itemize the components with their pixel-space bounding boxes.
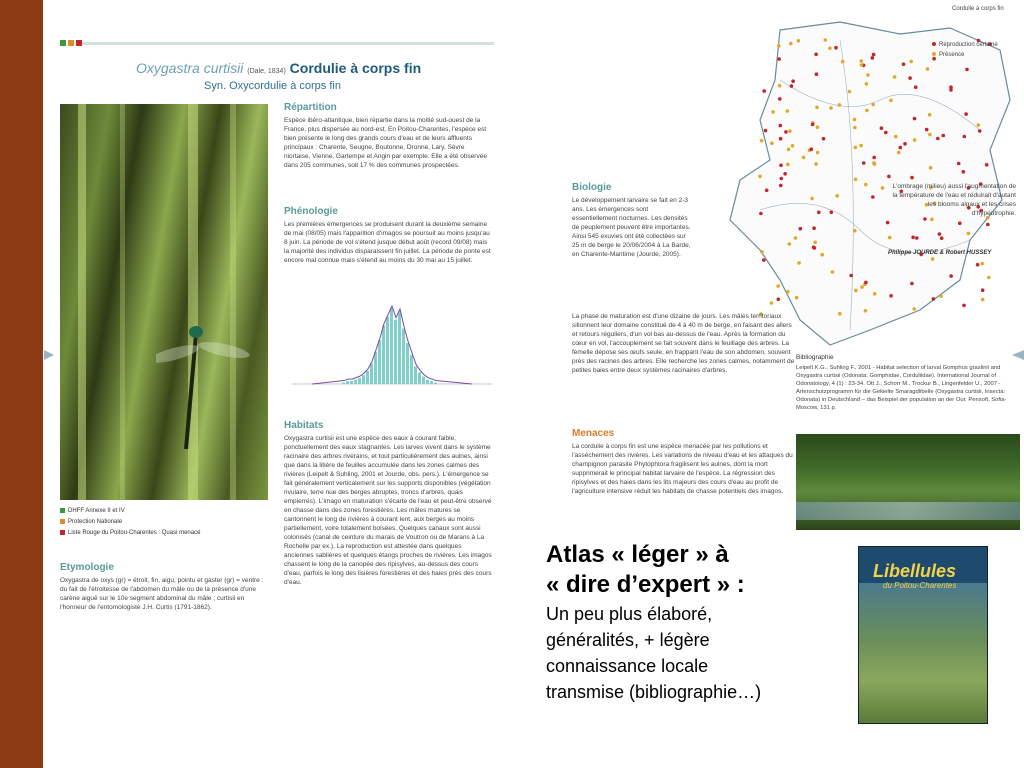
map-record-dot	[759, 212, 763, 216]
map-record-dot	[815, 106, 819, 110]
map-record-dot	[834, 46, 838, 50]
phenologie-text: Les premières émergences se produisent durant la deuxième semaine de mai (08/05) mais l'apparition d'imagos se poursuit au moins jusqu'au 8 juin. La période de vol s'étend jusque début août (record 09/08) mais la majorité des individus disparaissent fin juillet. La période de ponte est encore mal connue mais s'étend au moins du 30 mai au 15 juillet.	[284, 221, 491, 264]
histogram-bar	[354, 380, 357, 384]
map-record-dot	[838, 312, 842, 316]
map-record-dot	[963, 135, 967, 139]
map-record-dot	[864, 309, 868, 313]
book-subtitle: du Poitou-Charentes	[883, 581, 957, 590]
map-record-dot	[964, 112, 968, 116]
etymologie-text: Oxygastra de oxys (gr) = étroit, fin, aigu, pointu et gaster (gr) = ventre : du fait de l'étroitesse de l'abdomen du mâle ou de la présence d'une carène aiguë sur le 10e segment abdominal du mâle ; curtisii en l'honneur de l'entomologiste J.H. Curtis (1791-1862).	[60, 577, 264, 611]
slide-clip-icon	[44, 348, 56, 362]
histogram-bar	[422, 377, 425, 384]
slide-body-line-4: transmise (bibliographie…)	[546, 682, 762, 702]
map-record-dot	[980, 262, 984, 266]
map-record-dot	[790, 84, 794, 88]
map-record-dot	[986, 223, 990, 227]
map-record-dot	[779, 184, 783, 188]
species-common-name: Cordulie à corps fin	[289, 60, 422, 76]
section-color-markers	[60, 40, 82, 46]
map-record-dot	[794, 236, 798, 240]
map-record-dot	[778, 84, 782, 88]
histogram-bar	[346, 381, 349, 384]
map-record-dot	[762, 89, 766, 93]
map-record-dot	[760, 139, 764, 143]
map-record-dot	[962, 170, 966, 174]
map-record-dot	[822, 137, 826, 141]
map-record-dot	[866, 73, 870, 77]
map-record-dot	[838, 103, 842, 107]
map-record-dot	[915, 236, 919, 240]
map-record-dot	[777, 57, 781, 61]
histogram-bar	[410, 355, 413, 384]
map-record-dot	[939, 294, 943, 298]
map-record-dot	[814, 53, 818, 57]
map-record-dot	[949, 274, 953, 278]
map-record-dot	[925, 128, 929, 132]
map-record-dot	[817, 211, 821, 215]
map-record-dot	[910, 176, 914, 180]
slide-body-line-2: généralités, + légère	[546, 630, 710, 650]
map-record-dot	[786, 290, 790, 294]
map-record-dot	[864, 281, 868, 285]
species-author: (Dale, 1834)	[247, 68, 286, 75]
map-record-dot	[758, 175, 762, 179]
slide-title-line-1: Atlas « léger » à	[546, 541, 729, 568]
menaces-heading: Menaces	[572, 428, 615, 439]
map-record-dot	[926, 67, 930, 71]
map-record-dot	[949, 88, 953, 92]
map-record-dot	[903, 142, 907, 146]
bibliographie-heading: Bibliographie	[796, 354, 834, 361]
dragonfly-photo	[60, 104, 268, 500]
slide-left-border	[0, 0, 43, 768]
map-record-dot	[889, 294, 893, 298]
map-record-dot	[854, 289, 858, 293]
histogram-bar	[378, 340, 381, 384]
histogram-bar	[386, 317, 389, 384]
histogram-bar	[418, 372, 421, 384]
map-record-dot	[812, 226, 816, 230]
map-record-dot	[893, 75, 897, 79]
species-title	[136, 60, 421, 76]
map-record-dot	[871, 56, 875, 60]
map-record-dot	[797, 261, 801, 265]
map-record-dot	[815, 72, 819, 76]
map-record-dot	[760, 250, 764, 254]
map-record-dot	[938, 232, 942, 236]
status-legend	[60, 506, 200, 539]
map-record-dot	[835, 194, 839, 198]
legend-item: Liste Rouge du Poitou-Charentes : Quasi menacé	[60, 528, 200, 539]
map-record-dot	[853, 126, 857, 130]
histogram-bar	[382, 326, 385, 384]
map-record-dot	[873, 292, 877, 296]
phenology-histogram	[292, 300, 492, 392]
phenologie-heading: Phénologie	[284, 206, 338, 217]
map-record-dot	[872, 53, 876, 57]
slide-title-line-2: « dire d’expert » :	[546, 571, 745, 598]
map-record-dot	[854, 178, 858, 182]
map-record-dot	[862, 161, 866, 165]
bibliographie-text: Leipelt K.G., Suhling F., 2001 - Habitat selection of larval Gomphus graslinii and Oxygastra curtisii (Odonata: Gomphidae, Corduliidae). International Journal of Odonatology, 4 (1) : 23-34. Ott J., Schorr M., Trockur B., Lingenfelder U., 2007 - Artenschutzprogramm für die Gekielte Smaragdlibelle (Oxygastra curtisii, Insecta: Odonata) in Deutschland – das Beispiel der population an der Our. Pensoft, Sofia-Moscow, 131 p.	[796, 365, 1007, 411]
histogram-bar	[350, 381, 353, 384]
map-record-dot	[779, 137, 783, 141]
map-record-dot	[908, 76, 912, 80]
map-record-dot	[864, 183, 868, 187]
map-record-dot	[799, 227, 803, 231]
slide-body-line-1: Un peu plus élaboré,	[546, 604, 713, 624]
map-record-dot	[762, 258, 766, 262]
map-record-dot	[829, 106, 833, 110]
map-record-dot	[886, 221, 890, 225]
dragonfly-illustration	[156, 314, 256, 454]
histogram-bar	[342, 383, 345, 384]
map-record-dot	[795, 296, 799, 300]
histogram-bar	[358, 378, 361, 384]
slide-clip-icon	[1008, 348, 1024, 362]
histogram-bar	[366, 371, 369, 384]
map-record-dot	[848, 90, 852, 94]
map-legend-item: Présence	[932, 50, 998, 60]
histogram-bar	[414, 366, 417, 384]
map-record-dot	[776, 284, 780, 288]
map-record-dot	[812, 245, 816, 249]
map-record-dot	[931, 257, 935, 261]
map-record-dot	[894, 135, 898, 139]
map-record-dot	[788, 129, 792, 133]
map-record-dot	[873, 162, 877, 166]
map-record-dot	[784, 130, 788, 134]
map-record-dot	[860, 63, 864, 67]
repartition-text: Espèce ibéro-atlantique, bien répartie dans la moitié sud-ouest de la France, plus dispersée au nord-est. En Poitou-Charentes, l'espèce est bien présente le long des grands cours d'eau et de leurs affluents principaux : Charente, Seugne, Boutonne, Dronne, Lary, Sèvre niortaise, Vienne, Gartempe et Angin par exemple. Elle a été observée dans 205 communes, soit 17 % des communes prospectées.	[284, 117, 487, 169]
book-cover	[858, 546, 988, 724]
map-record-dot	[860, 59, 864, 63]
map-record-dot	[932, 297, 936, 301]
map-record-dot	[887, 175, 891, 179]
histogram-bar	[402, 328, 405, 384]
map-record-dot	[965, 68, 969, 72]
map-record-dot	[765, 189, 769, 193]
histogram-bar	[434, 383, 437, 384]
map-record-dot	[791, 144, 795, 148]
map-record-dot	[880, 126, 884, 130]
map-record-dot	[779, 164, 783, 168]
species-synonym: Syn. Oxycordulie à corps fin	[204, 80, 341, 92]
legend-item: DHFF Annexe II et IV	[60, 506, 200, 517]
map-legend	[932, 40, 998, 60]
map-record-dot	[957, 162, 961, 166]
map-record-dot	[797, 39, 801, 43]
map-record-dot	[830, 211, 834, 215]
map-record-dot	[810, 197, 814, 201]
repartition-heading: Répartition	[284, 102, 337, 113]
map-record-dot	[811, 123, 815, 127]
map-record-dot	[859, 144, 863, 148]
map-authors: Philippe JOURDE & Robert HUSSEY	[888, 250, 992, 256]
map-record-dot	[976, 263, 980, 267]
map-record-dot	[928, 133, 932, 137]
map-record-dot	[978, 129, 982, 133]
map-record-dot	[881, 186, 885, 190]
map-record-dot	[771, 110, 775, 114]
map-record-dot	[912, 307, 916, 311]
biologie-heading: Biologie	[572, 182, 612, 193]
map-record-dot	[831, 270, 835, 274]
map-record-dot	[828, 47, 832, 51]
map-record-dot	[872, 156, 876, 160]
map-record-dot	[783, 172, 787, 176]
map-record-dot	[841, 60, 845, 64]
river-photo	[796, 434, 1020, 530]
map-record-dot	[791, 79, 795, 83]
map-record-dot	[854, 146, 858, 150]
map-record-dot	[786, 109, 790, 113]
map-record-dot	[789, 42, 793, 46]
distribution-map	[720, 10, 1020, 350]
biologie-text-2: La phase de maturation est d'une dizaine de jours. Les mâles territoriaux sillonnent leur domaine constitué de 4 à 40 m de berge, en faisant des allers et retours réguliers, d'un vol bas au-dessus de l'eau. Après la formation du cœur en vol, l'accouplement se fait souvent dans le feuillage des arbres. La femelle dépose ses œufs seule, en frappant l'eau de son abdomen, souvent près des racines des arbres. Elle recherche les zones calmes, notamment de petites baies entre deux systèmes racinaires d'arbres.	[572, 313, 795, 374]
map-record-dot	[860, 285, 864, 289]
map-record-dot	[779, 124, 783, 128]
map-record-dot	[942, 134, 946, 138]
map-record-dot	[814, 162, 818, 166]
header-rule	[82, 42, 494, 45]
map-record-dot	[802, 156, 806, 160]
map-record-dot	[816, 125, 820, 129]
map-record-dot	[871, 103, 875, 107]
map-record-dot	[985, 163, 989, 167]
map-record-dot	[787, 148, 791, 152]
map-record-dot	[778, 97, 782, 101]
map-record-dot	[764, 129, 768, 133]
slide-text	[546, 540, 866, 704]
map-legend-item: Reproduction certaine	[932, 40, 998, 50]
map-note: L'ombrage (milieu) aussi l'augmentation de la température de l'eau et réduirait d'autant les blooms algaux et les crises d'hypeutrophie.	[892, 183, 1016, 217]
map-record-dot	[899, 146, 903, 150]
map-record-dot	[928, 113, 932, 117]
map-record-dot	[911, 236, 915, 240]
map-record-dot	[889, 99, 893, 103]
map-record-dot	[913, 138, 917, 142]
map-record-dot	[853, 229, 857, 233]
map-record-dot	[888, 236, 892, 240]
map-record-dot	[910, 282, 914, 286]
map-record-dot	[824, 38, 828, 42]
map-record-dot	[786, 163, 790, 167]
map-record-dot	[865, 82, 869, 86]
map-record-dot	[967, 232, 971, 236]
book-title: Libellules	[873, 561, 957, 581]
map-record-dot	[897, 151, 901, 155]
map-record-dot	[770, 301, 774, 305]
map-record-dot	[816, 151, 820, 155]
map-record-dot	[853, 118, 857, 122]
map-record-dot	[930, 218, 934, 222]
map-record-dot	[958, 221, 962, 225]
map-record-dot	[849, 274, 853, 278]
species-latin: Oxygastra curtisii	[136, 60, 244, 76]
map-record-dot	[777, 298, 781, 302]
map-record-dot	[981, 288, 985, 292]
map-record-dot	[929, 166, 933, 170]
histogram-bar	[362, 375, 365, 384]
map-record-dot	[813, 241, 817, 245]
map-record-dot	[913, 117, 917, 121]
map-record-dot	[902, 62, 906, 66]
map-record-dot	[884, 131, 888, 135]
map-record-dot	[987, 276, 991, 280]
map-record-dot	[940, 236, 944, 240]
map-record-dot	[981, 298, 985, 302]
map-caption: Cordulie à corps fin	[952, 6, 1004, 12]
biologie-text: Le développement larvaire se fait en 2-3 ans. Les émergences sont essentiellement nocturnes. Les densités de peuplement peuvent être importantes. Ainsi 545 exuvies ont été collectées sur 25 m de berge le 20/06/2004 à La Barde, en Charente-Maritime (Jourde, 2005).	[572, 197, 691, 258]
map-record-dot	[871, 195, 875, 199]
map-record-dot	[777, 44, 781, 48]
map-record-dot	[977, 123, 981, 127]
etymologie-heading: Etymologie	[60, 562, 114, 573]
atlas-left-page	[52, 0, 500, 660]
histogram-bar	[394, 320, 397, 384]
histogram-bar	[430, 381, 433, 384]
histogram-bar	[406, 343, 409, 384]
map-record-dot	[936, 137, 940, 141]
histogram-bar	[374, 352, 377, 384]
map-record-dot	[914, 85, 918, 89]
map-record-dot	[788, 242, 792, 246]
map-record-dot	[865, 109, 869, 113]
histogram-bar	[426, 380, 429, 384]
menaces-text: La cordulie à corps fin est une espèce menacée par les pollutions et l'assèchement des rivières. Les variations de niveau d'eau et les attaques du champignon parasite Phytophtora fragilisent les aulnes, dont la mort supprimerait le principal habitat larvaire de l'espèce. La régression des ripisylves et des haies dans les lits majeurs des cours d'eau au profit de l'agriculture intensive réduit les habitats de chasse potentiels des imagos.	[572, 443, 793, 495]
map-record-dot	[909, 60, 913, 64]
legend-item: Protection Nationale	[60, 517, 200, 528]
histogram-bar	[390, 308, 393, 384]
histogram-bar	[370, 364, 373, 384]
habitats-text: Oxygastra curtisii est une espèce des eaux à courant faible, ponctuellement des eaux stagnantes. Les larves vivent dans le système racinaire des arbres riverains, et tout particulièrement des aulnes, ainsi que dans la litière de feuilles accumulée dans les zones calmes des rivières (Leipelt & Suhling, 2001 et Jourde, obs. pers.). L'émergence se fait généralement verticalement sur les supports disponibles (végétation rivulaire, terre nue des berges abruptes, troncs d'arbres, quais empierrés). L'imago en maturation s'écarte de l'eau et peut-être observé en chasse dans des zones forestières. Les mâles matures se cantonnent le long de rivières à courant lent, aux berges au moins partiellement, voire totalement boisées. Quelques canaux sont aussi colonisés (canal de ceinture du marais de Voutron ou de Marans à La Rochelle par ex.). La reproduction est attestée dans quelques anciennes sablières et quelques étangs proches de rivières. Les imagos chassent le long de la canopée des ripisylves, au-dessus des cours d'eau, parfois le long des lisières forestières et des haies près des cours d'eau.	[284, 435, 492, 586]
slide-body-line-3: connaissance locale	[546, 656, 709, 676]
map-record-dot	[780, 177, 784, 181]
histogram-bar	[398, 311, 401, 384]
map-record-dot	[962, 304, 966, 308]
map-record-dot	[770, 142, 774, 146]
habitats-heading: Habitats	[284, 420, 324, 431]
map-record-dot	[820, 253, 824, 257]
map-record-dot	[810, 147, 814, 151]
